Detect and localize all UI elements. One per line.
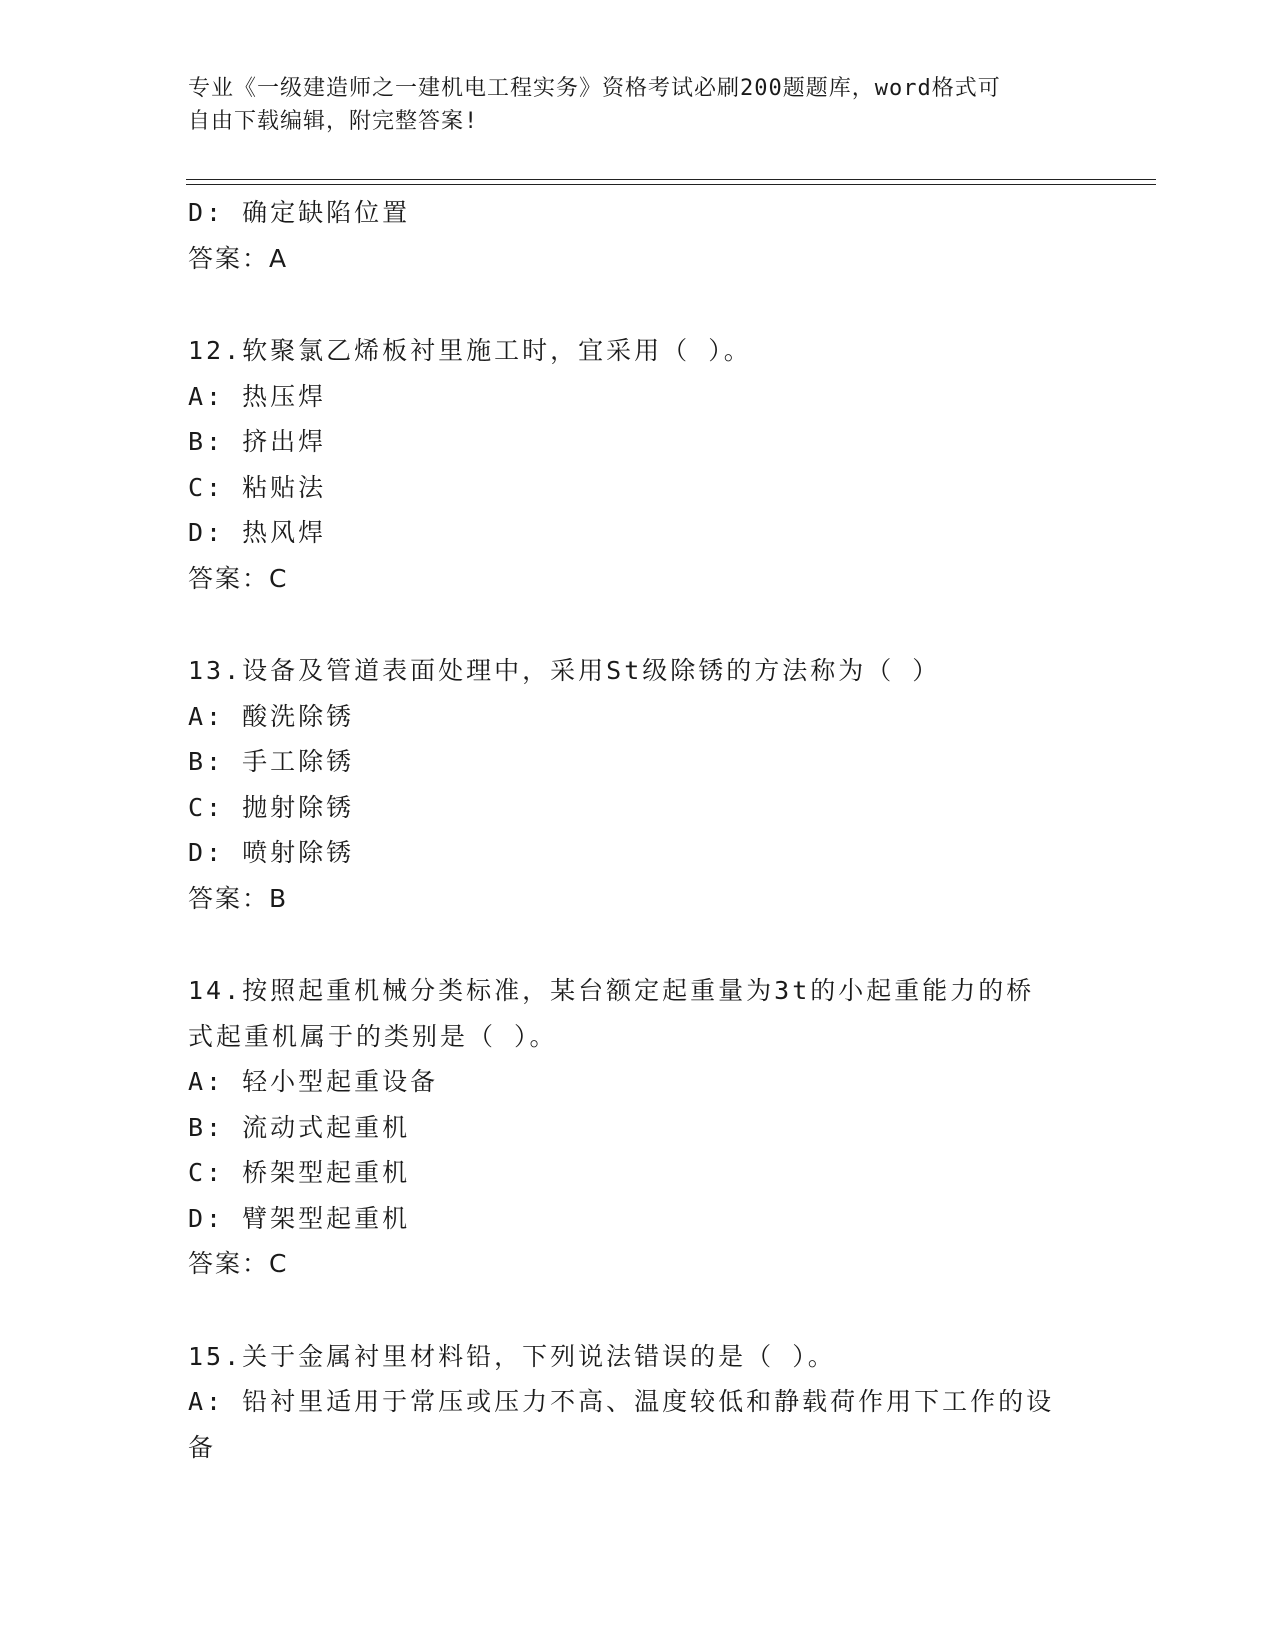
answer: 答案：C (188, 1249, 289, 1278)
option-b: B: 流动式起重机 (188, 1112, 411, 1142)
document-body (188, 190, 1088, 1470)
header-divider-bottom (186, 184, 1156, 185)
document-header (188, 72, 1068, 138)
question-stem: 13.设备及管道表面处理中，采用St级除锈的方法称为（ ） (188, 656, 941, 685)
option-c: C: 桥架型起重机 (188, 1158, 411, 1187)
header-divider-top (186, 179, 1156, 180)
question-13 (188, 648, 1088, 921)
option-d: D: 热风焊 (188, 518, 327, 547)
question-14 (188, 968, 1088, 1287)
answer: 答案：C (188, 563, 289, 593)
option-a: A: 热压焊 (188, 381, 327, 411)
option-d: D: 确定缺陷位置 (188, 198, 411, 227)
option-b: B: 挤出焊 (188, 427, 327, 456)
question-stem: 15.关于金属衬里材料铅，下列说法错误的是（ ）。 (188, 1341, 836, 1371)
question-12 (188, 328, 1088, 601)
header-line-2: 自由下载编辑，附完整答案! (188, 109, 479, 134)
option-a-line-2: 备 (188, 1432, 217, 1462)
question-15 (188, 1334, 1088, 1471)
option-a-line-1: A: 铅衬里适用于常压或压力不高、温度较低和静载荷作用下工作的设 (188, 1387, 1055, 1416)
option-d: D: 喷射除锈 (188, 838, 355, 867)
answer: 答案：B (188, 883, 289, 913)
option-a: A: 轻小型起重设备 (188, 1067, 439, 1096)
option-c: C: 粘贴法 (188, 472, 327, 502)
option-b: B: 手工除锈 (188, 747, 355, 776)
option-a: A: 酸洗除锈 (188, 701, 355, 731)
header-line-1: 专业《一级建造师之一建机电工程实务》资格考试必刷200题题库，word格式可 (188, 76, 1001, 101)
option-d: D: 臂架型起重机 (188, 1203, 411, 1233)
answer: 答案：A (188, 243, 289, 273)
question-stem-line-1: 14.按照起重机械分类标准，某台额定起重量为3t的小起重能力的桥 (188, 976, 1035, 1005)
option-c: C: 抛射除锈 (188, 792, 355, 822)
question-stem-line-2: 式起重机属于的类别是（ ）。 (188, 1021, 558, 1051)
previous-question-tail (188, 190, 1088, 281)
question-stem: 12.软聚氯乙烯板衬里施工时，宜采用（ ）。 (188, 336, 752, 365)
